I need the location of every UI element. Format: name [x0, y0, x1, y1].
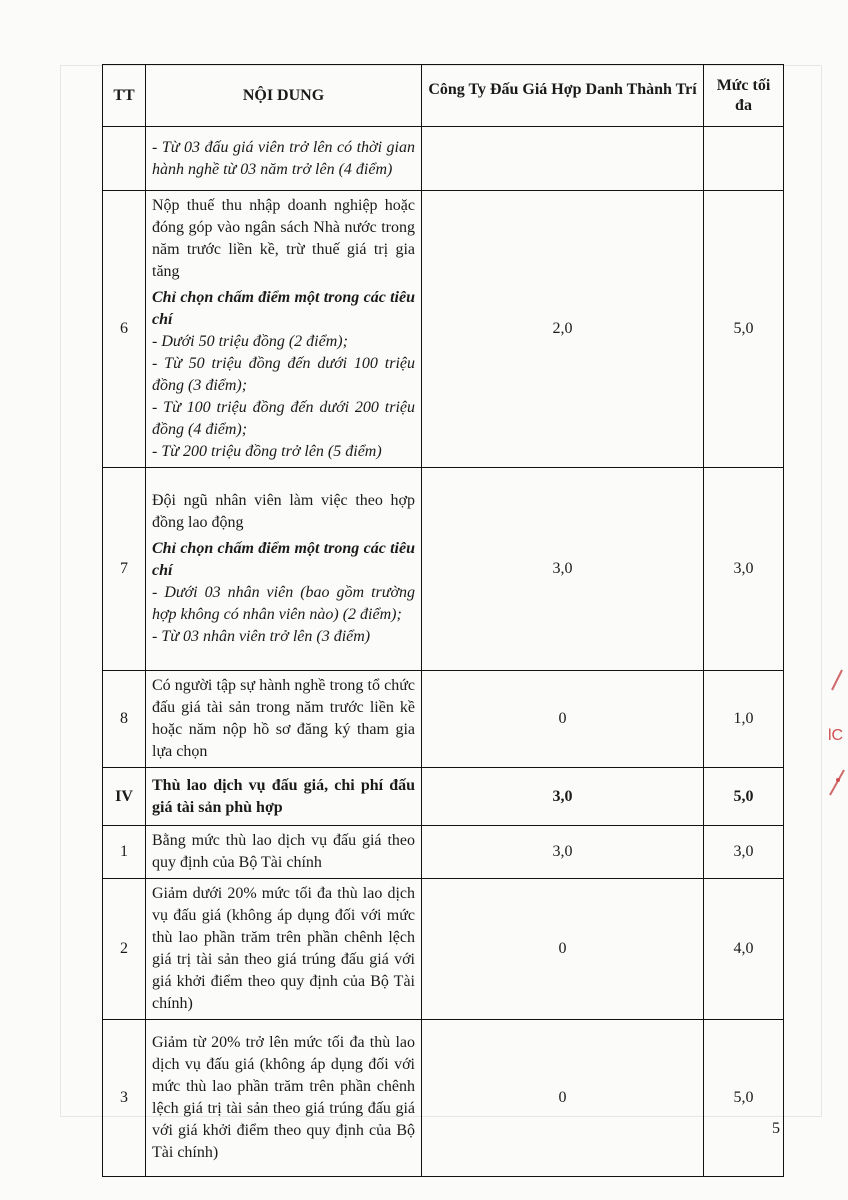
cell-score: 2,0 [422, 191, 704, 468]
cell-score: 0 [422, 1020, 704, 1177]
table-row [103, 191, 784, 468]
table-row [103, 826, 784, 879]
content-line: - Dưới 50 triệu đồng (2 điểm); [152, 333, 348, 350]
content-line: Giảm dưới 20% mức tối đa thù lao dịch vụ đấu giá (không áp dụng đối với mức thù lao phần trăm trên phần chênh lệch giá trị tài sản theo giá trúng đấu giá với giá khởi điểm theo quy định của Bộ Tài chính) [152, 885, 415, 1012]
content-line: - Từ 100 triệu đồng đến dưới 200 triệu đồng (4 điểm); [152, 399, 415, 438]
cell-noi-dung [146, 191, 422, 468]
cell-score: 3,0 [422, 768, 704, 826]
content-line: Bằng mức thù lao dịch vụ đấu giá theo quy định của Bộ Tài chính [152, 832, 415, 871]
header-tt: TT [103, 65, 146, 127]
svg-text:lC: lC [828, 727, 844, 744]
content-line: - Từ 50 triệu đồng đến dưới 100 triệu đồng (3 điểm); [152, 355, 415, 394]
cell-noi-dung [146, 127, 422, 191]
header-max: Mức tối đa [704, 65, 784, 127]
content-line: - Dưới 03 nhân viên (bao gồm trường hợp không có nhân viên nào) (2 điểm); [152, 584, 415, 623]
header-company: Công Ty Đấu Giá Hợp Danh Thành Trí [422, 65, 704, 127]
cell-score: 0 [422, 671, 704, 768]
page-number: 5 [772, 1120, 780, 1137]
section-row [103, 768, 784, 826]
cell-max: 5,0 [704, 191, 784, 468]
cell-max: 3,0 [704, 468, 784, 671]
table-row [103, 671, 784, 768]
cell-tt: 2 [103, 879, 146, 1020]
red-stamp-fragment [824, 660, 848, 810]
cell-noi-dung [146, 768, 422, 826]
cell-noi-dung [146, 468, 422, 671]
cell-score: 0 [422, 879, 704, 1020]
cell-tt: 6 [103, 191, 146, 468]
table-row [103, 127, 784, 191]
content-line: Chỉ chọn chấm điểm một trong các tiêu chí [152, 289, 415, 328]
cell-tt: 1 [103, 826, 146, 879]
cell-max: 3,0 [704, 826, 784, 879]
cell-tt: IV [103, 768, 146, 826]
cell-noi-dung [146, 1020, 422, 1177]
cell-score: 3,0 [422, 826, 704, 879]
cell-max: 1,0 [704, 671, 784, 768]
cell-tt: 3 [103, 1020, 146, 1177]
cell-max: 5,0 [704, 1020, 784, 1177]
cell-max: 5,0 [704, 768, 784, 826]
content-line: Đội ngũ nhân viên làm việc theo hợp đồng lao động [152, 492, 415, 531]
cell-score [422, 127, 704, 191]
cell-noi-dung [146, 879, 422, 1020]
cell-noi-dung [146, 826, 422, 879]
cell-tt [103, 127, 146, 191]
content-line: - Từ 200 triệu đồng trở lên (5 điểm) [152, 443, 382, 460]
content-line: - Từ 03 đấu giá viên trở lên có thời gian hành nghề từ 03 năm trở lên (4 điểm) [152, 138, 415, 178]
cell-tt: 8 [103, 671, 146, 768]
content-line: Thù lao dịch vụ đấu giá, chi phí đấu giá tài sản phù hợp [152, 776, 415, 816]
cell-score: 3,0 [422, 468, 704, 671]
content-line: Giảm từ 20% trở lên mức tối đa thù lao dịch vụ đấu giá (không áp dụng đối với mức thù lao phần trăm trên phần chênh lệch giá trị tài sản theo giá trúng đấu giá với giá khởi điểm theo quy định của Bộ Tài chính) [152, 1034, 415, 1161]
cell-noi-dung [146, 671, 422, 768]
table-row [103, 879, 784, 1020]
table-row [103, 1020, 784, 1177]
cell-tt: 7 [103, 468, 146, 671]
content-line: Chỉ chọn chấm điểm một trong các tiêu chí [152, 540, 415, 579]
content-line: Nộp thuế thu nhập doanh nghiệp hoặc đóng góp vào ngân sách Nhà nước trong năm trước liền kề, trừ thuế giá trị gia tăng [152, 197, 415, 280]
header-noi-dung: NỘI DUNG [146, 65, 422, 127]
content-line: Có người tập sự hành nghề trong tổ chức đấu giá tài sản trong năm trước liền kề hoặc năm nộp hồ sơ đăng ký tham gia lựa chọn [152, 677, 415, 760]
scoring-table [102, 64, 784, 1177]
cell-max [704, 127, 784, 191]
table-row [103, 468, 784, 671]
cell-max: 4,0 [704, 879, 784, 1020]
content-line: - Từ 03 nhân viên trở lên (3 điểm) [152, 628, 371, 645]
table-body [103, 127, 784, 1177]
